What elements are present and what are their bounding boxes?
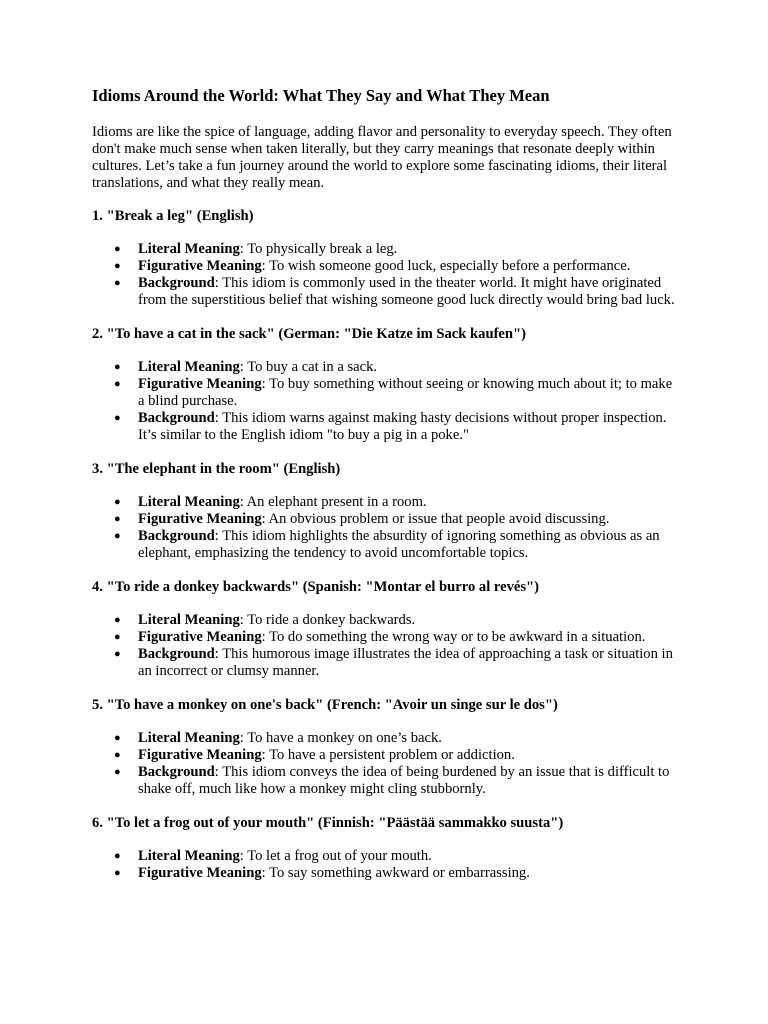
item-text: : To have a persistent problem or addiction.	[261, 747, 515, 763]
item-text: : This humorous image illustrates the idea of approaching a task or situation in an incorrect or clumsy manner.	[138, 646, 673, 679]
bullet-icon: ●	[114, 412, 121, 424]
document-title: Idioms Around the World: What They Say and What They Mean	[92, 86, 550, 105]
bullet-icon: ●	[114, 648, 121, 660]
item-term: Background	[138, 764, 215, 780]
bullet-icon: ●	[114, 766, 121, 778]
bullet-list	[92, 612, 682, 680]
idiom-section	[92, 208, 682, 309]
bullet-icon: ●	[114, 361, 121, 373]
bullet-icon: ●	[114, 378, 121, 390]
item-term: Figurative Meaning	[138, 258, 262, 274]
item-term: Literal Meaning	[138, 241, 240, 257]
bullet-icon: ●	[114, 530, 121, 542]
document-page	[92, 86, 682, 899]
item-text: : To do something the wrong way or to be awkward in a situation.	[261, 629, 646, 645]
idiom-section	[92, 579, 682, 680]
idiom-section	[92, 697, 682, 798]
section-heading: 1. "Break a leg" (English)	[92, 208, 254, 224]
item-text: : To say something awkward or embarrassing.	[261, 865, 530, 881]
item-text: : To let a frog out of your mouth.	[239, 848, 432, 864]
intro-paragraph: Idioms are like the spice of language, adding flavor and personality to everyday speech. They often don't make much sense when taken literally, but they carry meanings that resonate deeply within cultures. Let’s take a fun journey around the world to explore some fascinating idioms, their literal translations, and what they really mean.	[92, 124, 672, 191]
item-text: : To have a monkey on one’s back.	[239, 730, 442, 746]
list-item	[114, 730, 682, 747]
bullet-list	[92, 730, 682, 798]
list-item	[114, 275, 682, 309]
bullet-list	[92, 848, 682, 882]
idiom-section	[92, 326, 682, 444]
section-heading: 4. "To ride a donkey backwards" (Spanish: "Montar el burro al revés")	[92, 579, 540, 595]
bullet-icon: ●	[114, 277, 121, 289]
item-term: Figurative Meaning	[138, 511, 262, 527]
section-heading: 3. "The elephant in the room" (English)	[92, 461, 341, 477]
bullet-icon: ●	[114, 260, 121, 272]
item-term: Literal Meaning	[138, 730, 240, 746]
item-text: : To physically break a leg.	[239, 241, 398, 257]
list-item	[114, 629, 682, 646]
bullet-icon: ●	[114, 513, 121, 525]
section-heading: 2. "To have a cat in the sack" (German: "Die Katze im Sack kaufen")	[92, 326, 526, 342]
list-item	[114, 646, 682, 680]
list-item	[114, 241, 682, 258]
item-term: Figurative Meaning	[138, 629, 262, 645]
item-term: Background	[138, 275, 215, 291]
list-item	[114, 865, 682, 882]
item-term: Literal Meaning	[138, 612, 240, 628]
bullet-list	[92, 241, 682, 309]
bullet-list	[92, 359, 682, 444]
bullet-icon: ●	[114, 614, 121, 626]
item-text: : This idiom is commonly used in the theater world. It might have originated from the superstitious belief that wishing someone good luck directly would bring bad luck.	[138, 275, 675, 308]
bullet-icon: ●	[114, 631, 121, 643]
bullet-icon: ●	[114, 850, 121, 862]
list-item	[114, 848, 682, 865]
item-term: Figurative Meaning	[138, 865, 262, 881]
list-item	[114, 747, 682, 764]
item-text: : An obvious problem or issue that people avoid discussing.	[261, 511, 610, 527]
list-item	[114, 494, 682, 511]
bullet-icon: ●	[114, 749, 121, 761]
item-term: Figurative Meaning	[138, 376, 262, 392]
list-item	[114, 612, 682, 629]
bullet-icon: ●	[114, 243, 121, 255]
item-term: Literal Meaning	[138, 848, 240, 864]
item-text: : This idiom warns against making hasty decisions without proper inspection. It’s similar to the English idiom "to buy a pig in a poke."	[138, 410, 667, 443]
bullet-icon: ●	[114, 732, 121, 744]
idiom-section	[92, 815, 682, 882]
item-term: Figurative Meaning	[138, 747, 262, 763]
item-term: Background	[138, 646, 215, 662]
item-text: : To buy a cat in a sack.	[239, 359, 378, 375]
item-text: : To ride a donkey backwards.	[239, 612, 416, 628]
item-text: : To buy something without seeing or knowing much about it; to make a blind purchase.	[138, 376, 673, 409]
list-item	[114, 376, 682, 410]
list-item	[114, 258, 682, 275]
idiom-section	[92, 461, 682, 562]
section-heading: 6. "To let a frog out of your mouth" (Finnish: "Päästää sammakko suusta")	[92, 815, 564, 831]
item-term: Literal Meaning	[138, 494, 240, 510]
bullet-icon: ●	[114, 867, 121, 879]
list-item	[114, 511, 682, 528]
item-text: : An elephant present in a room.	[239, 494, 427, 510]
list-item	[114, 410, 682, 444]
item-term: Literal Meaning	[138, 359, 240, 375]
item-text: : This idiom highlights the absurdity of ignoring something as obvious as an elephant, emphasizing the tendency to avoid uncomfortable topics.	[138, 528, 660, 561]
list-item	[114, 359, 682, 376]
item-text: : To wish someone good luck, especially before a performance.	[261, 258, 631, 274]
list-item	[114, 764, 682, 798]
bullet-list	[92, 494, 682, 562]
bullet-icon: ●	[114, 496, 121, 508]
item-term: Background	[138, 528, 215, 544]
list-item	[114, 528, 682, 562]
item-text: : This idiom conveys the idea of being burdened by an issue that is difficult to shake off, much like how a monkey might cling stubbornly.	[138, 764, 670, 797]
section-heading: 5. "To have a monkey on one's back" (French: "Avoir un singe sur le dos")	[92, 697, 558, 713]
item-term: Background	[138, 410, 215, 426]
